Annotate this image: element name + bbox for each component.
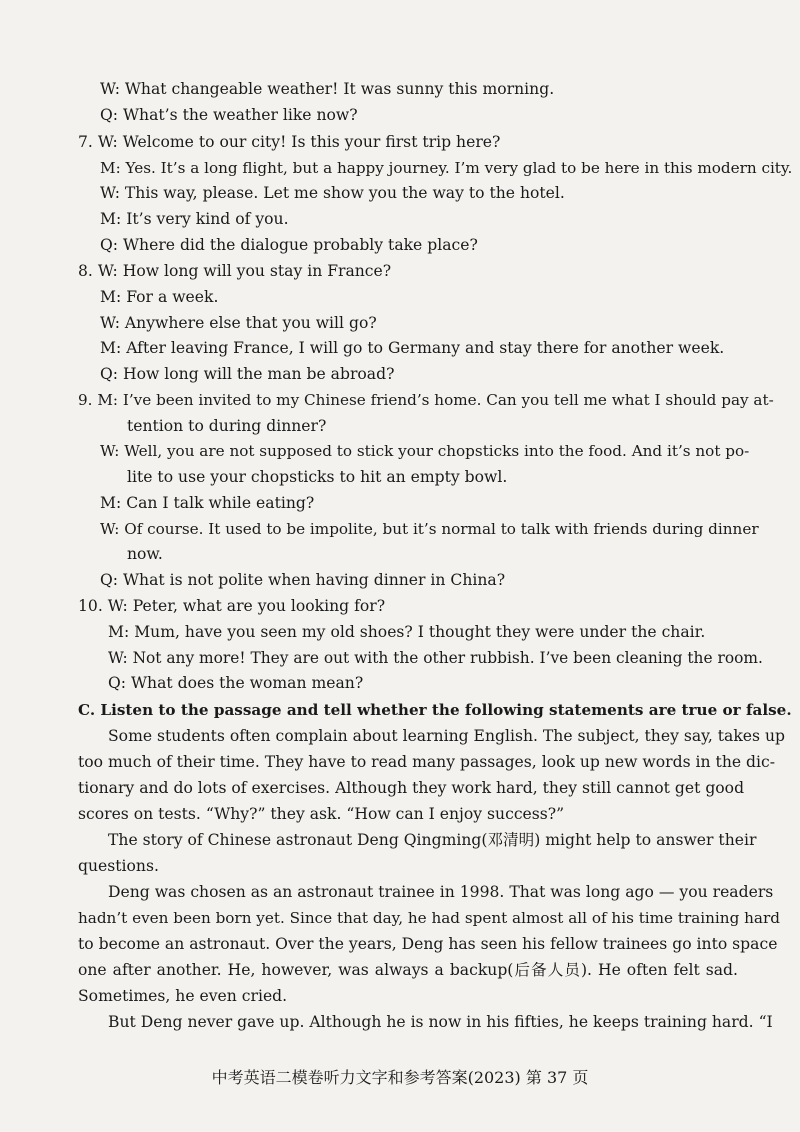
passage-line: scores on tests. “Why?” they ask. “How can I enjoy success?” bbox=[78, 805, 565, 823]
passage-line: too much of their time. They have to read many passages, look up new words in the dic- bbox=[78, 753, 776, 771]
passage-line: But Deng never gave up. Although he is now in his fifties, he keeps training hard. “I bbox=[108, 1013, 773, 1031]
page-footer: 中考英语二模卷听力文字和参考答案(2023) 第 37 页 bbox=[211, 1068, 589, 1087]
dialogue-line: W: This way, please. Let me show you the way to the hotel. bbox=[100, 184, 565, 202]
question-number: 8. bbox=[78, 262, 93, 280]
dialogue-continuation: lite to use your chopsticks to hit an empty bowl. bbox=[127, 468, 508, 486]
passage-line: Sometimes, he even cried. bbox=[78, 987, 288, 1005]
passage-line: tionary and do lots of exercises. Although they work hard, they still cannot get good bbox=[78, 779, 745, 797]
passage-line: Deng was chosen as an astronaut trainee in 1998. That was long ago — you readers bbox=[108, 883, 774, 901]
passage-line: Some students often complain about learning English. The subject, they say, takes up bbox=[108, 727, 786, 745]
question-item-10: 10. W: Peter, what are you looking for? bbox=[78, 597, 386, 615]
dialogue-line: W: Not any more! They are out with the other rubbish. I’ve been cleaning the room. bbox=[108, 649, 763, 667]
question-item-7: 7. W: Welcome to our city! Is this your first trip here? bbox=[78, 133, 501, 151]
passage-line: The story of Chinese astronaut Deng Qingming(邓清明) might help to answer their bbox=[108, 831, 757, 849]
dialogue-line: M: For a week. bbox=[100, 288, 219, 306]
question-number: 10. bbox=[78, 597, 103, 615]
dialogue-line: Q: How long will the man be abroad? bbox=[100, 365, 395, 383]
dialogue-line: W: Of course. It used to be impolite, but it’s normal to talk with friends during dinner bbox=[100, 520, 759, 538]
dialogue-line: M: Mum, have you seen my old shoes? I thought they were under the chair. bbox=[108, 623, 706, 641]
dialogue-line: M: After leaving France, I will go to Germany and stay there for another week. bbox=[100, 339, 725, 357]
question-number: 9. bbox=[78, 391, 93, 409]
dialogue-line: M: Yes. It’s a long flight, but a happy journey. I’m very glad to be here in this modern city. bbox=[100, 159, 793, 177]
passage-line: to become an astronaut. Over the years, Deng has seen his fellow trainees go into space bbox=[78, 935, 778, 953]
dialogue-line: M: Can I talk while eating? bbox=[100, 494, 315, 512]
passage-line: one after another. He, however, was always a backup(后备人员). He often felt sad. bbox=[78, 961, 738, 979]
question-number: 7. bbox=[78, 133, 93, 151]
dialogue-line: Q: What is not polite when having dinner in China? bbox=[100, 571, 506, 589]
dialogue-line: Q: What’s the weather like now? bbox=[100, 106, 358, 124]
passage-line: hadn’t even been born yet. Since that day, he had spent almost all of his time training hard bbox=[78, 909, 780, 927]
dialogue-line: W: Anywhere else that you will go? bbox=[100, 314, 377, 332]
passage-line: questions. bbox=[78, 857, 159, 875]
dialogue-line: M: It’s very kind of you. bbox=[100, 210, 289, 228]
dialogue-continuation: tention to during dinner? bbox=[127, 417, 327, 435]
dialogue-line: Q: Where did the dialogue probably take place? bbox=[100, 236, 478, 254]
dialogue-continuation: now. bbox=[127, 545, 163, 563]
dialogue-line: W: Well, you are not supposed to stick your chopsticks into the food. And it’s not po- bbox=[100, 442, 750, 460]
question-item-9: 9. M: I’ve been invited to my Chinese friend’s home. Can you tell me what I should pay at- bbox=[78, 391, 774, 409]
question-item-8: 8. W: How long will you stay in France? bbox=[78, 262, 392, 280]
dialogue-line: Q: What does the woman mean? bbox=[108, 674, 364, 692]
dialogue-line: W: What changeable weather! It was sunny this morning. bbox=[100, 80, 555, 98]
section-c-heading: C. Listen to the passage and tell whether the following statements are true or false. bbox=[78, 701, 792, 719]
